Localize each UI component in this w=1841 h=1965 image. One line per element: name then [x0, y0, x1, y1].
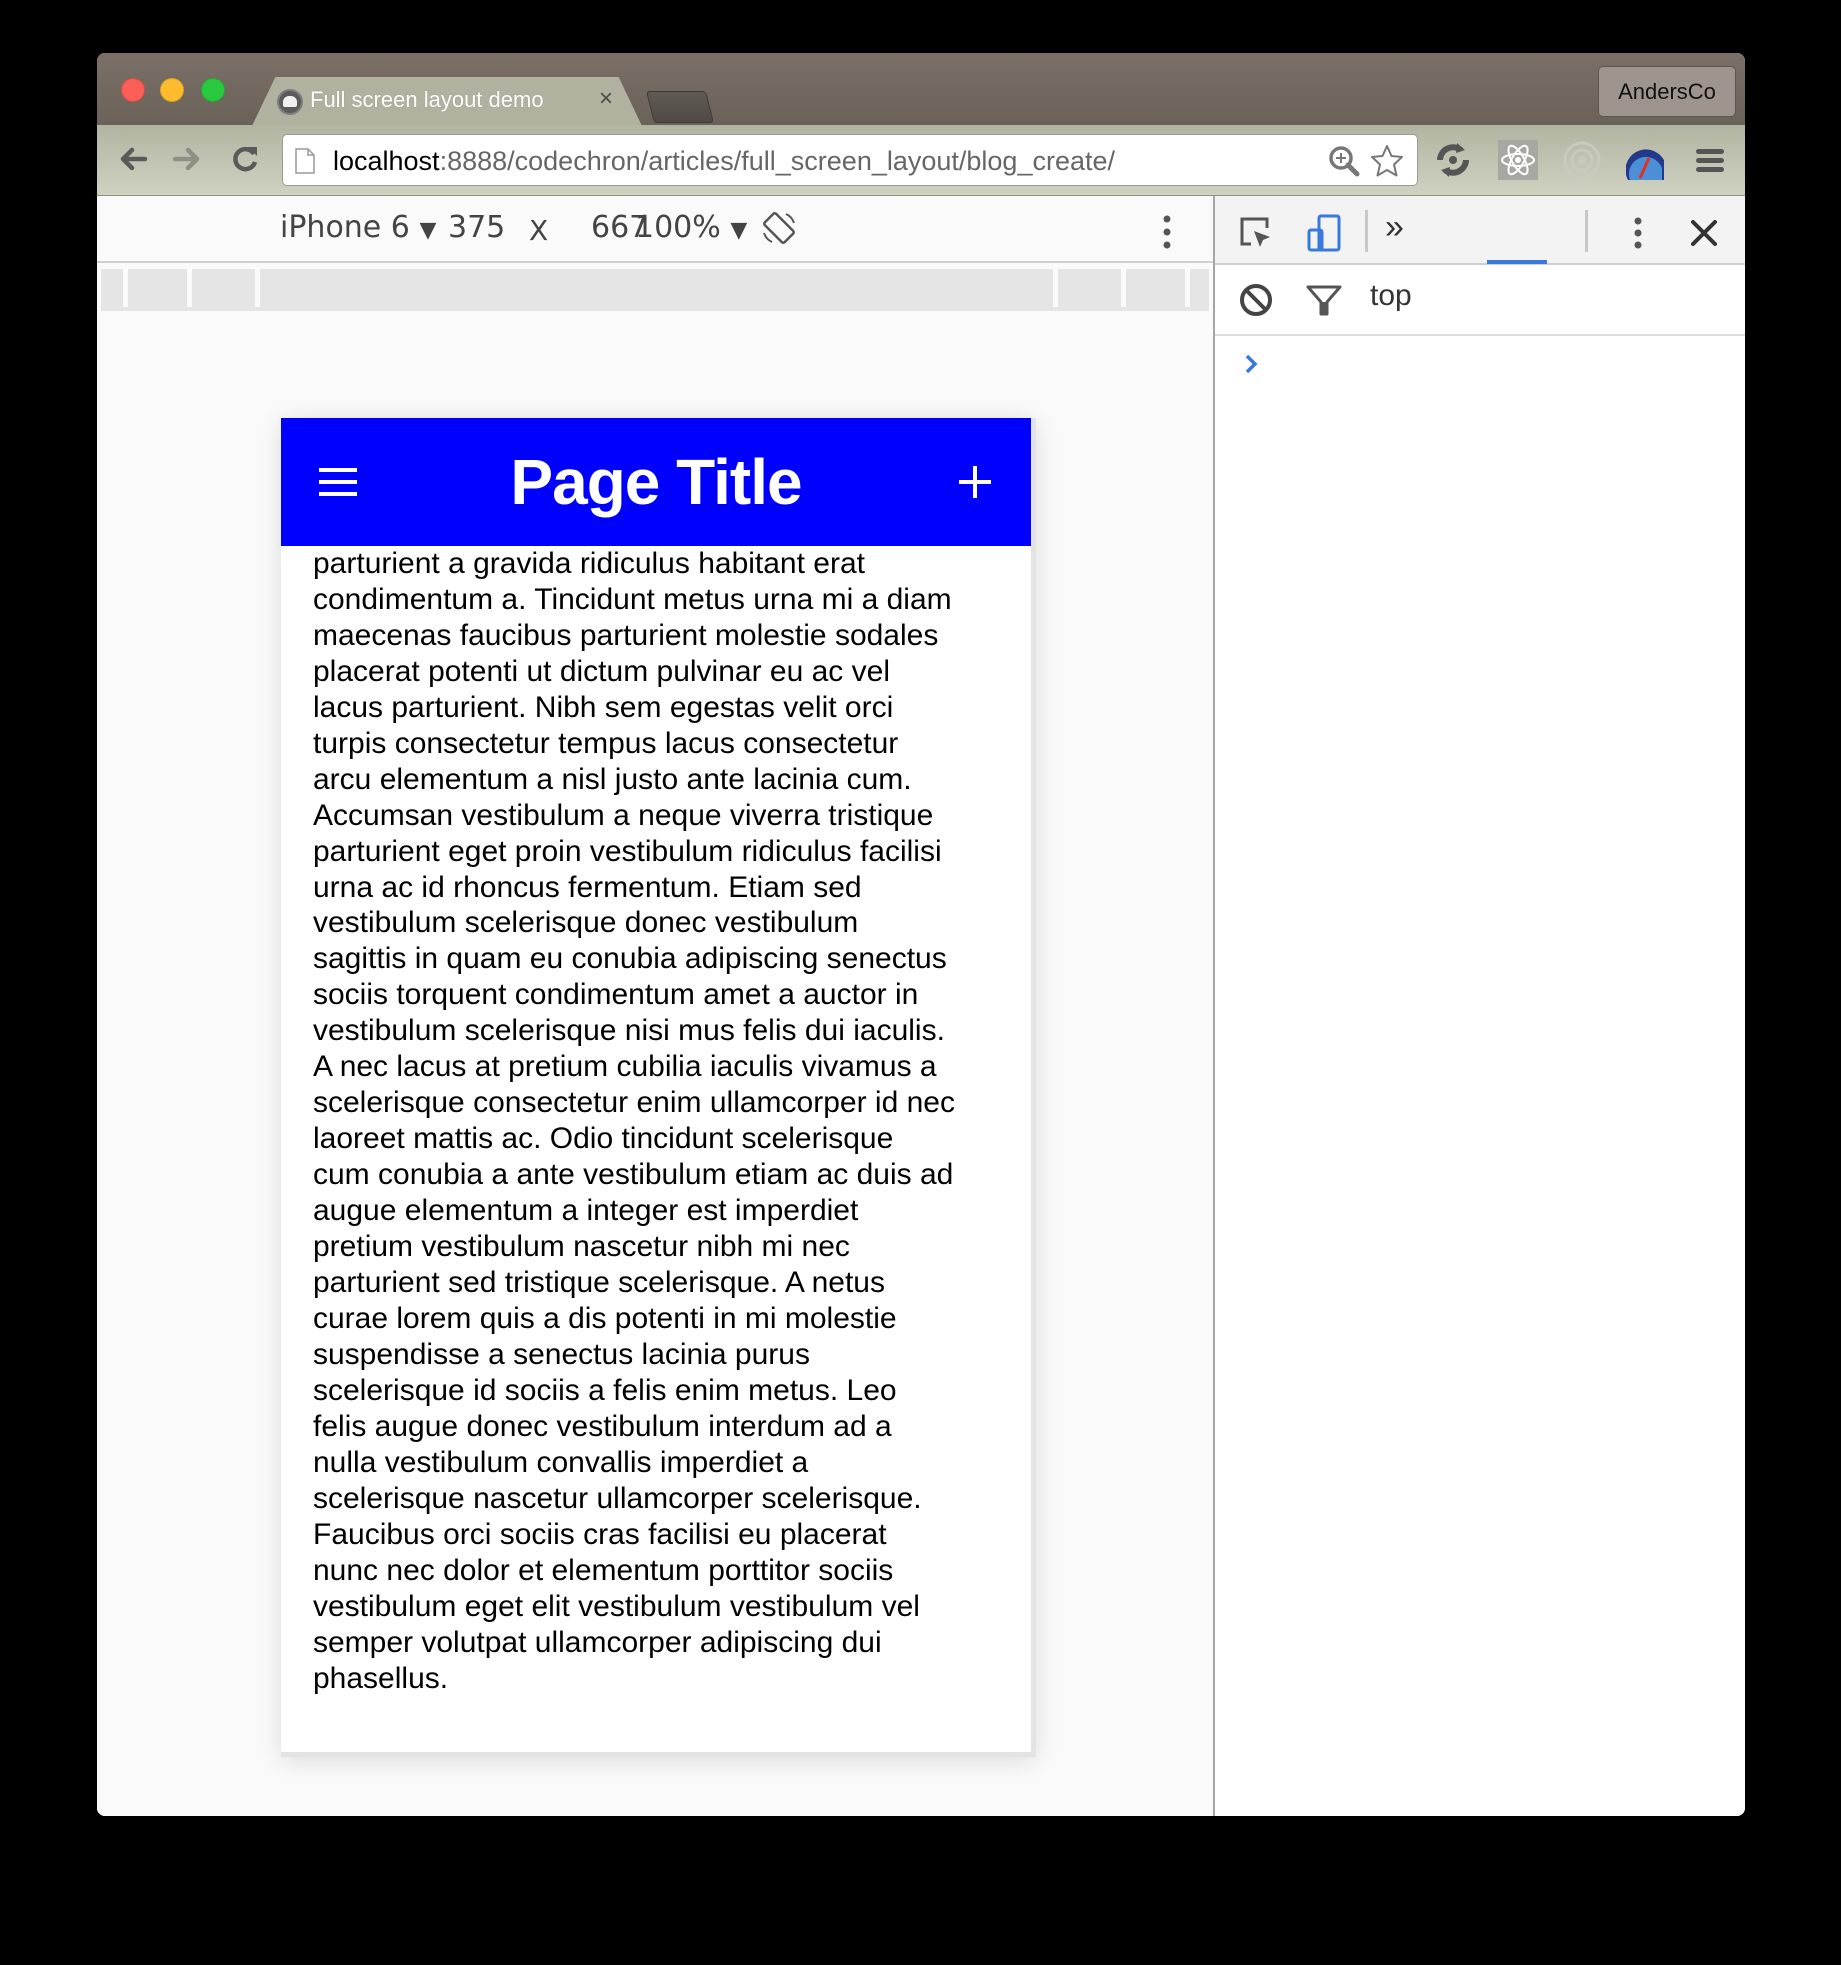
browser-window — [97, 53, 1745, 1816]
more-options-icon[interactable] — [1160, 214, 1174, 250]
close-window-button[interactable] — [121, 78, 145, 102]
ruler-tick — [1053, 269, 1058, 307]
url-text[interactable] — [333, 146, 1115, 177]
body-text-line: urna ac id rhoncus fermentum. Etiam sed — [313, 870, 862, 904]
zoom-value: 100% — [635, 210, 721, 245]
reload-button[interactable] — [225, 139, 265, 179]
body-text-line: placerat potenti ut dictum pulvinar eu ac vel — [313, 654, 890, 688]
address-bar[interactable] — [282, 134, 1418, 186]
hamburger-menu-icon[interactable] — [1690, 140, 1730, 180]
article-body — [313, 510, 1013, 1696]
elephant-icon — [277, 89, 303, 115]
more-tabs-button[interactable]: » — [1385, 208, 1404, 246]
console-filter-bar — [1215, 265, 1745, 336]
devtools-panel — [1213, 196, 1745, 1816]
zoom-icon[interactable] — [1327, 144, 1361, 178]
zoom-select[interactable] — [635, 210, 747, 245]
width-input[interactable]: 375 — [448, 210, 506, 245]
device-frame — [281, 418, 1036, 1757]
height-input[interactable]: 667 — [591, 210, 649, 245]
react-icon[interactable] — [1498, 140, 1538, 180]
body-text-line: Accumsan vestibulum a neque viverra tristique — [313, 798, 934, 832]
body-text-line: pretium vestibulum nascetur nibh mi nec — [313, 1230, 850, 1264]
console-prompt-icon[interactable] — [1243, 353, 1259, 375]
arrow-right-icon — [171, 143, 203, 175]
tab-close-button[interactable]: × — [599, 85, 614, 112]
reload-icon — [229, 143, 261, 175]
ruler-tick — [123, 269, 128, 307]
title-bar — [97, 53, 1745, 125]
url-path: :8888/codechron/articles/full_screen_layout/blog_create/ — [439, 146, 1115, 176]
body-text-line: lacus parturient. Nibh sem egestas velit orci — [313, 690, 894, 724]
back-button[interactable] — [113, 139, 153, 179]
body-text-line: sociis torquent condimentum amet a auctor in — [313, 978, 919, 1012]
device-toolbar — [97, 196, 1213, 263]
ruler-tick — [1121, 269, 1126, 307]
chevron-down-icon: ▼ — [419, 218, 437, 243]
more-options-icon[interactable] — [1619, 214, 1657, 252]
body-text-line: augue elementum a integer est imperdiet — [313, 1194, 859, 1228]
body-text-line: nulla vestibulum convallis imperdiet a — [313, 1445, 809, 1479]
ruler-tick — [187, 269, 192, 307]
page-viewport — [97, 196, 1213, 1816]
browser-toolbar — [97, 125, 1745, 196]
body-text-line: maecenas faucibus parturient molestie sodales — [313, 618, 939, 652]
body-text-line: semper volutpat ullamcorper adipiscing dui — [313, 1625, 882, 1659]
active-tab-indicator — [1487, 260, 1547, 264]
ruler-tick — [1185, 269, 1190, 307]
forward-button[interactable] — [167, 139, 207, 179]
app-header — [281, 418, 1031, 546]
page-title: Page Title — [510, 446, 802, 518]
plus-icon[interactable] — [959, 466, 991, 498]
body-text-line: sagittis in quam eu conubia adipiscing senectus — [313, 942, 947, 976]
body-text-line: condimentum a. Tincidunt metus urna mi a diam — [313, 582, 952, 616]
media-query-ruler[interactable] — [101, 269, 1209, 311]
profile-button[interactable]: AndersCo — [1598, 66, 1736, 117]
clear-console-icon[interactable] — [1237, 281, 1275, 319]
device-name: iPhone 6 — [280, 210, 410, 245]
body-text-line: scelerisque id sociis a felis enim metus. Leo — [313, 1373, 897, 1407]
body-text-line: nunc nec dolor et elementum porttitor sociis — [313, 1553, 894, 1587]
body-text-line: felis augue donec vestibulum interdum ad a — [313, 1409, 892, 1443]
device-toggle-icon[interactable] — [1305, 214, 1343, 252]
body-text-line: scelerisque consectetur enim ullamcorper id nec — [313, 1086, 955, 1120]
target-ring-icon[interactable] — [1562, 140, 1602, 180]
zoom-window-button[interactable] — [201, 78, 225, 102]
body-text-line: vestibulum eget elit vestibulum vestibulum vel — [313, 1589, 920, 1623]
minimize-window-button[interactable] — [160, 78, 184, 102]
speedometer-icon[interactable] — [1626, 140, 1666, 180]
tab-title[interactable]: Full screen layout demo — [310, 87, 544, 112]
body-text-line: vestibulum scelerisque nisi mus felis dui iaculis. — [313, 1014, 945, 1048]
body-text-line: A nec lacus at pretium cubilia iaculis vivamus a — [313, 1050, 937, 1084]
body-text-line: Faucibus orci sociis cras facilisi eu placerat — [313, 1517, 887, 1551]
body-text-line: parturient eget proin vestibulum ridiculus facilisi — [313, 834, 942, 868]
body-text-line: parturient a gravida ridiculus habitant erat — [313, 546, 865, 580]
sync-icon[interactable] — [1433, 140, 1473, 180]
device-screen — [281, 418, 1031, 1752]
page-icon — [295, 148, 315, 174]
body-text-line: suspendisse a senectus lacinia purus — [313, 1337, 810, 1371]
times-icon: X — [529, 214, 549, 247]
body-text-line: scelerisque nascetur ullamcorper scelerisque. — [313, 1481, 922, 1515]
rotate-icon[interactable] — [760, 209, 798, 247]
body-text-line: phasellus. — [313, 1661, 449, 1695]
context-selector[interactable]: top — [1370, 279, 1412, 312]
ruler-tick — [255, 269, 260, 307]
chevron-down-icon: ▼ — [730, 218, 748, 243]
body-text-line: curae lorem quis a dis potenti in mi molestie — [313, 1301, 897, 1335]
body-text-line: vestibulum scelerisque donec vestibulum — [313, 906, 859, 940]
device-select[interactable] — [280, 210, 436, 245]
new-tab-button[interactable] — [646, 91, 714, 123]
devtools-toolbar — [1215, 196, 1745, 265]
filter-icon[interactable] — [1305, 281, 1343, 319]
star-icon[interactable] — [1369, 143, 1405, 179]
arrow-left-icon — [117, 143, 149, 175]
toolbar-divider — [1365, 210, 1368, 252]
body-text-line: turpis consectetur tempus lacus consectetur — [313, 726, 899, 760]
body-text-line: cum conubia a ante vestibulum etiam ac duis ad — [313, 1158, 954, 1192]
url-host: localhost — [333, 146, 440, 176]
body-text-line: arcu elementum a nisl justo ante lacinia cum. — [313, 762, 912, 796]
inspect-element-icon[interactable] — [1237, 214, 1275, 252]
body-text-line: laoreet mattis ac. Odio tincidunt scelerisque — [313, 1122, 894, 1156]
body-text-line: parturient sed tristique scelerisque. A netus — [313, 1266, 885, 1300]
toolbar-divider — [1585, 210, 1588, 252]
close-icon[interactable] — [1685, 214, 1723, 252]
